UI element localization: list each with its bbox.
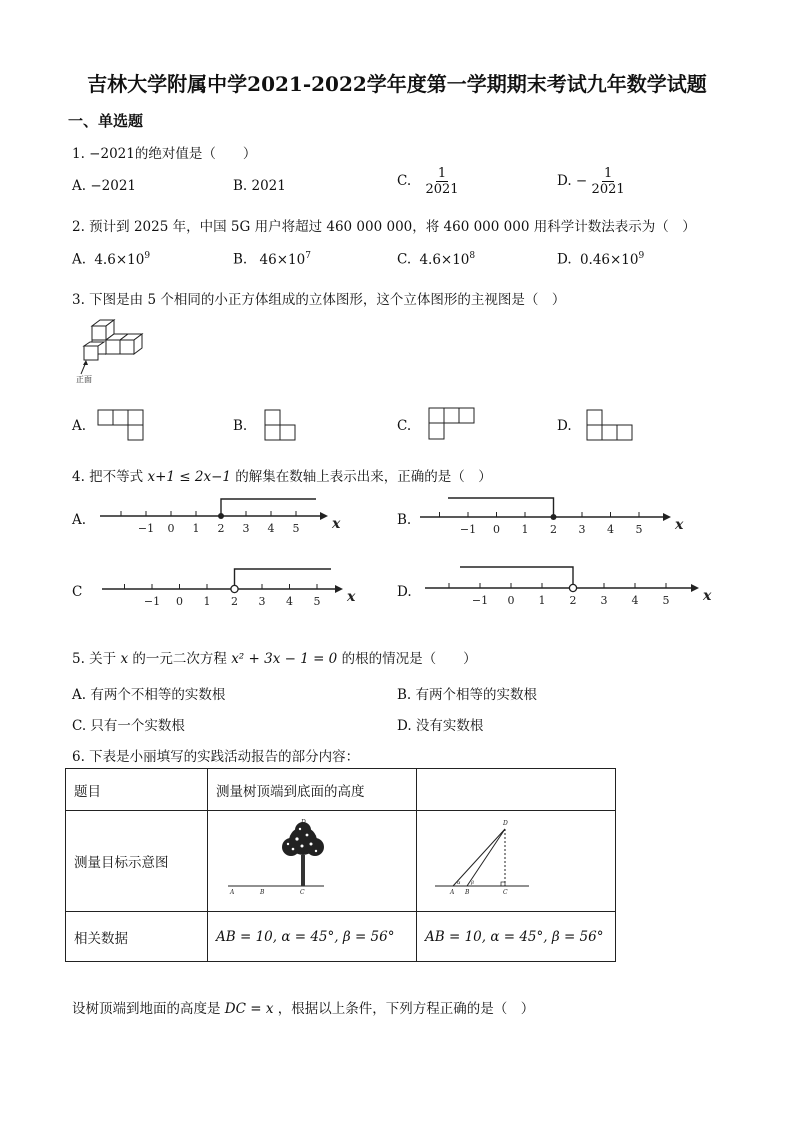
q2-option-b xyxy=(233,251,311,268)
q2-d-base: 0.46×10 xyxy=(579,251,639,268)
open-endpoint xyxy=(231,585,238,592)
q6-data-1: AB = 10, α = 45°, β = 56° xyxy=(208,912,417,962)
q6-row1-label: 题目 xyxy=(66,769,208,811)
q3-option-d-shape xyxy=(586,409,638,443)
q6-tri-label-b: B xyxy=(465,889,470,896)
tick-label: 2 xyxy=(550,523,557,536)
q3-front-label: 正面 xyxy=(76,375,92,384)
q1-c-den: 2021 xyxy=(425,182,459,197)
q1-c-fraction xyxy=(425,166,458,197)
tick-label: −1 xyxy=(143,595,161,608)
q6-tri-label-alpha: α xyxy=(457,880,461,886)
tick-label: 5 xyxy=(635,523,643,536)
q5-stem xyxy=(72,647,477,667)
q2-d-exp: 9 xyxy=(638,251,645,261)
q1-c-num: 1 xyxy=(437,166,447,181)
tick-label: 5 xyxy=(292,522,300,535)
q2-option-c xyxy=(397,251,475,268)
q1-stem: 1. −2021的绝对值是（ ） xyxy=(72,146,257,162)
tick-label: 5 xyxy=(313,595,321,608)
q6-tree-label-b: B xyxy=(260,889,265,896)
q6-row1-value: 测量树顶端到底面的高度 xyxy=(208,769,417,811)
solution-bracket xyxy=(448,498,554,517)
tick-label: 3 xyxy=(600,594,608,607)
tick-label: 4 xyxy=(286,595,293,608)
tick-label: 5 xyxy=(662,594,670,607)
axis-arrow xyxy=(691,584,699,592)
q1-d-label: D. − xyxy=(557,173,588,189)
q6-row1-empty xyxy=(417,769,616,811)
q6-tree-label-a: A xyxy=(230,889,235,896)
q1-option-c xyxy=(397,166,459,197)
page-title: 吉林大学附属中学2021-2022学年度第一学期期末考试九年数学试题 xyxy=(87,72,707,96)
q6-tri-label-beta: β xyxy=(471,880,474,886)
q6-followup-expr: DC = x xyxy=(224,1001,274,1017)
tick-label: 0 xyxy=(493,523,500,536)
table-row xyxy=(66,811,616,912)
tick-label: 1 xyxy=(538,594,546,607)
q3-option-c-shape xyxy=(428,407,480,443)
q4-number-line-b xyxy=(418,493,688,543)
q6-tree-label-d: D xyxy=(301,819,306,826)
q1-option-d xyxy=(557,166,625,197)
q2-d-label: D. xyxy=(557,251,572,268)
tick-label: 4 xyxy=(267,522,275,535)
tick-label: 1 xyxy=(203,595,211,608)
open-endpoint xyxy=(569,584,576,591)
tick-label: −1 xyxy=(471,594,489,607)
q6-triangle-diagram xyxy=(417,811,615,907)
axis-variable: x xyxy=(347,589,356,605)
q1-d-num: 1 xyxy=(603,166,613,181)
q6-tree-label-c: C xyxy=(300,889,305,896)
q4-option-a-label: A. xyxy=(72,512,87,528)
q6-tri-label-c: C xyxy=(503,889,508,896)
q6-report-table xyxy=(65,768,616,962)
q5-option-a: A. 有两个不相等的实数根 xyxy=(72,687,226,703)
q6-followup-pre: 设树顶端到地面的高度是 xyxy=(72,1001,221,1017)
q1-c-label: C. xyxy=(397,173,412,189)
q4-stem xyxy=(72,465,492,485)
solid-endpoint xyxy=(218,513,224,519)
tick-label: −1 xyxy=(137,522,155,535)
q3-option-b-label: B. xyxy=(233,418,248,434)
q4-option-d-label: D. xyxy=(397,584,412,600)
q4-stem-pre: 4. 把不等式 xyxy=(72,469,144,485)
q4-option-b-label: B. xyxy=(397,512,412,528)
tick-label: 0 xyxy=(176,595,183,608)
q1-d-fraction xyxy=(592,166,625,197)
q5-var: x xyxy=(120,651,129,667)
q6-tri-label-d: D xyxy=(503,820,508,827)
q5-equation: x² + 3x − 1 = 0 xyxy=(231,651,338,667)
q2-option-a xyxy=(72,251,150,268)
q6-data-2: AB = 10, α = 45°, β = 56° xyxy=(417,912,616,962)
axis-arrow xyxy=(335,585,343,593)
tick-label: 3 xyxy=(578,523,586,536)
tick-label: 4 xyxy=(631,594,639,607)
tick-label: 2 xyxy=(217,522,225,535)
q5-option-c: C. 只有一个实数根 xyxy=(72,718,185,734)
q3-option-b-shape xyxy=(264,409,300,443)
q6-tri-label-a: A xyxy=(450,889,455,896)
q2-b-label: B. xyxy=(233,251,248,268)
q1-option-b: B. 2021 xyxy=(233,178,286,194)
q4-inequality: x+1 ≤ 2x−1 xyxy=(147,469,231,485)
q2-b-base: 46×10 xyxy=(259,251,306,268)
axis-arrow xyxy=(663,513,671,521)
q6-triangle-diagram-cell xyxy=(417,811,616,912)
q1-d-den: 2021 xyxy=(591,182,625,197)
q2-b-exp: 7 xyxy=(305,251,311,261)
q2-a-label: A. xyxy=(72,251,87,268)
q6-followup-post: ，根据以上条件，下列方程正确的是（ ） xyxy=(277,1001,535,1017)
section-heading: 一、单选题 xyxy=(68,112,144,130)
axis-arrow xyxy=(320,512,328,520)
q2-c-label: C. xyxy=(397,251,412,268)
q4-number-line-d xyxy=(423,562,723,616)
q4-option-c-label: C xyxy=(72,584,83,600)
q3-stem: 3. 下图是由 5 个相同的小正方体组成的立体图形，这个立体图形的主视图是（ ） xyxy=(72,292,566,308)
tick-label: 0 xyxy=(167,522,175,535)
q3-cube-figure xyxy=(72,318,162,384)
q5-stem-mid: 的一元二次方程 xyxy=(132,651,227,667)
q6-stem: 6. 下表是小丽填写的实践活动报告的部分内容： xyxy=(72,749,360,765)
q5-option-d: D. 没有实数根 xyxy=(397,718,484,734)
axis-variable: x xyxy=(332,516,341,532)
tick-label: 1 xyxy=(192,522,200,535)
q6-tree-diagram xyxy=(208,811,416,907)
tick-label: 2 xyxy=(231,595,238,608)
q4-stem-post: 的解集在数轴上表示出来，正确的是（ ） xyxy=(235,469,492,485)
tick-label: 3 xyxy=(242,522,250,535)
q3-option-a-label: A. xyxy=(72,418,87,434)
table-row xyxy=(66,912,616,962)
q3-option-a-shape xyxy=(97,409,147,443)
q2-a-base: 4.6×10 xyxy=(94,251,145,268)
q1-option-a: A. −2021 xyxy=(72,178,136,194)
solution-bracket xyxy=(460,567,573,588)
q6-tree-diagram-cell xyxy=(208,811,417,912)
q6-row2-label: 测量目标示意图 xyxy=(66,811,208,912)
q3-option-c-label: C. xyxy=(397,418,412,434)
tick-label: 3 xyxy=(258,595,266,608)
q5-option-b: B. 有两个相等的实数根 xyxy=(397,687,538,703)
q6-followup xyxy=(72,997,534,1017)
tick-label: −1 xyxy=(459,523,477,536)
q6-row3-label: 相关数据 xyxy=(66,912,208,962)
tick-label: 4 xyxy=(607,523,614,536)
solution-bracket xyxy=(221,499,316,516)
table-row xyxy=(66,769,616,811)
q2-stem: 2. 预计到 2025 年，中国 5G 用户将超过 460 000 000，将 460 000 000 用科学计数法表示为（ ） xyxy=(72,219,696,235)
tick-label: 2 xyxy=(569,594,577,607)
tick-label: 1 xyxy=(521,523,529,536)
axis-variable: x xyxy=(675,517,684,533)
solid-endpoint xyxy=(551,514,557,520)
q2-c-exp: 8 xyxy=(469,251,476,261)
q3-option-d-label: D. xyxy=(557,418,572,434)
q2-c-base: 4.6×10 xyxy=(419,251,470,268)
axis-variable: x xyxy=(703,588,712,604)
q5-stem-pre: 5. 关于 xyxy=(72,651,117,667)
q5-stem-post: 的根的情况是（ ） xyxy=(341,651,477,667)
q4-number-line-c xyxy=(100,564,365,616)
q4-number-line-a xyxy=(98,494,348,544)
q2-a-exp: 9 xyxy=(144,251,151,261)
q2-option-d xyxy=(557,251,644,268)
tick-label: 0 xyxy=(507,594,515,607)
